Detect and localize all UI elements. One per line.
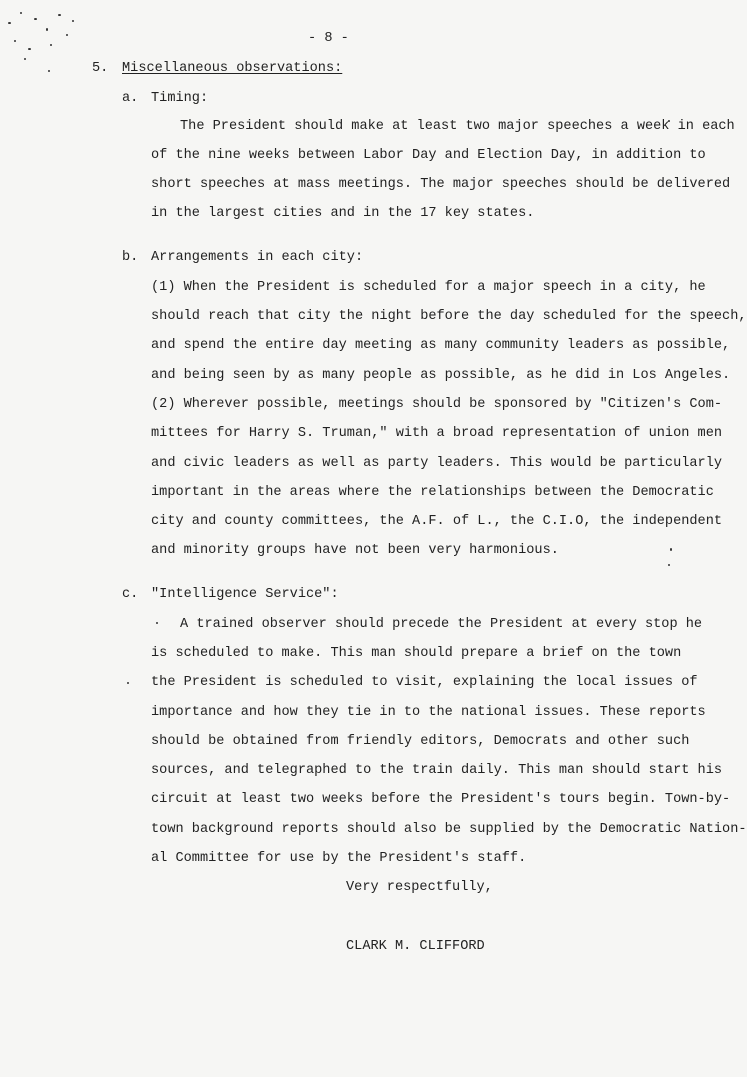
paragraph-line: mittees for Harry S. Truman," with a broad representation of union men xyxy=(151,426,723,441)
paragraph-line: al Committee for use by the President's staff. xyxy=(151,851,527,866)
subsection-c-title: "Intelligence Service": xyxy=(151,587,339,602)
subsection-a-letter: a. xyxy=(122,91,139,106)
paragraph-line: and civic leaders as well as party leaders. This would be particularly xyxy=(151,456,723,471)
subsection-b-letter: b. xyxy=(122,250,139,265)
paragraph-line: should reach that city the night before the day scheduled for the speech, xyxy=(151,309,747,324)
closing: Very respectfully, xyxy=(346,880,493,895)
paragraph-line: and spend the entire day meeting as many community leaders as possible, xyxy=(151,338,731,353)
paragraph-line: The President should make at least two major speeches a week in each xyxy=(180,119,735,134)
paragraph-line: should be obtained from friendly editors, Democrats and other such xyxy=(151,734,690,749)
section-number: 5. xyxy=(92,61,109,76)
paragraph-line: short speeches at mass meetings. The major speeches should be delivered xyxy=(151,177,731,192)
section-title: Miscellaneous observations: xyxy=(122,61,343,76)
paragraph-line: is scheduled to make. This man should prepare a brief on the town xyxy=(151,646,682,661)
subsection-c-letter: c. xyxy=(122,587,139,602)
paragraph-line: circuit at least two weeks before the President's tours begin. Town-by- xyxy=(151,792,731,807)
paragraph-line: the President is scheduled to visit, explaining the local issues of xyxy=(151,675,698,690)
subsection-b-title: Arrangements in each city: xyxy=(151,250,364,265)
paragraph-line: in the largest cities and in the 17 key states. xyxy=(151,206,535,221)
paragraph-line: A trained observer should precede the President at every stop he xyxy=(180,617,703,632)
paragraph-line: (1) When the President is scheduled for a major speech in a city, he xyxy=(151,280,706,295)
paragraph-line: important in the areas where the relationships between the Democratic xyxy=(151,485,714,500)
page-number: - 8 - xyxy=(308,31,349,46)
paragraph-line: of the nine weeks between Labor Day and Election Day, in addition to xyxy=(151,148,706,163)
paragraph-line: and minority groups have not been very harmonious. xyxy=(151,543,559,558)
paragraph-line: town background reports should also be supplied by the Democratic Nation- xyxy=(151,822,747,837)
paragraph-line: sources, and telegraphed to the train daily. This man should start his xyxy=(151,763,723,778)
paragraph-line: city and county committees, the A.F. of L., the C.I.O, the independent xyxy=(151,514,723,529)
signature: CLARK M. CLIFFORD xyxy=(346,939,485,954)
paragraph-line: and being seen by as many people as possible, as he did in Los Angeles. xyxy=(151,368,731,383)
paragraph-line: (2) Wherever possible, meetings should be sponsored by "Citizen's Com- xyxy=(151,397,723,412)
subsection-a-title: Timing: xyxy=(151,91,209,106)
paragraph-line: importance and how they tie in to the national issues. These reports xyxy=(151,705,706,720)
